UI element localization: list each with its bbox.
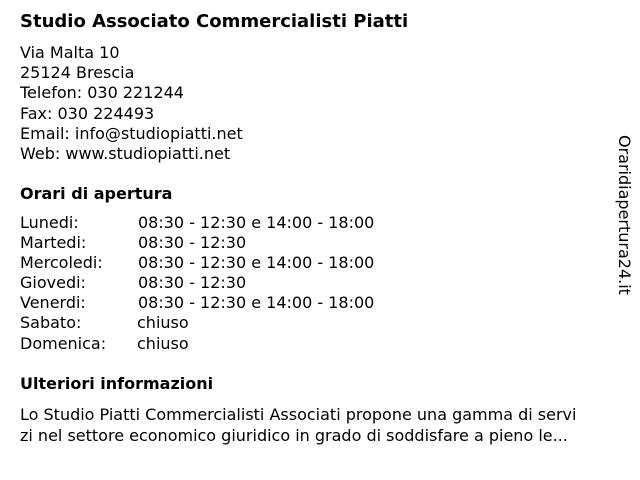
time-value: 08:30 - 12:30 (138, 233, 247, 253)
time-value: chiuso (137, 333, 189, 353)
time-value: 08:30 - 12:30 e 14:00 - 18:00 (138, 213, 375, 232)
opening-hours-heading: Orari di apertura (20, 184, 173, 203)
address-street: Via Malta 10 (20, 43, 120, 62)
phone-number[interactable]: Telefon: 030 221244 (20, 83, 184, 103)
day-label: Giovedi: (20, 273, 86, 293)
site-watermark: Oraridiapertura24.it (615, 135, 634, 295)
time-value: 08:30 - 12:30 e 14:00 - 18:00 (138, 293, 375, 313)
business-name: Studio Associato Commercialisti Piatti (20, 11, 409, 32)
address-city: 25124 Brescia (20, 63, 135, 83)
day-label: Mercoledi: (20, 253, 103, 273)
time-value: 08:30 - 12:30 e 14:00 - 18:00 (138, 253, 375, 273)
day-label: Martedi: (20, 233, 87, 253)
fax-number: Fax: 030 224493 (20, 103, 155, 123)
day-label: Venerdi: (20, 293, 86, 313)
day-label: Lunedi: (20, 213, 79, 232)
time-value: 08:30 - 12:30 (138, 273, 247, 293)
description-line: Lo Studio Piatti Commercialisti Associati propone una gamma di servi (20, 405, 577, 424)
day-label: Sabato: (20, 313, 82, 333)
website-link[interactable]: Web: www.studiopiatti.net (20, 144, 231, 164)
day-label: Domenica: (20, 333, 107, 353)
time-value: chiuso (137, 313, 189, 333)
description-text (20, 404, 620, 446)
contact-block (20, 43, 243, 164)
email-address[interactable]: Email: info@studiopiatti.net (20, 123, 243, 143)
description-line: zi nel settore economico giuridico in grado di soddisfare a pieno le... (20, 426, 568, 445)
more-info-heading: Ulteriori informazioni (20, 374, 214, 393)
